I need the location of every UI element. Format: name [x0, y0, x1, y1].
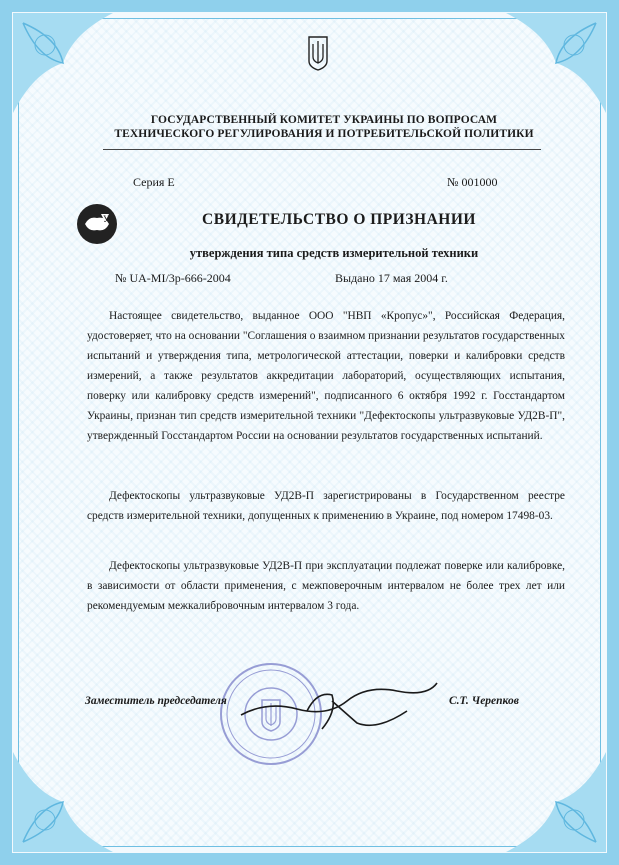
- body-paragraph-1: Настоящее свидетельство, выданное ООО "НВП «Кропус»", Российская Федерация, удостоверяет, что на основании "Соглашения о взаимном признании результатов государственных испытаний и утверждения типа, метрологической аттестации, поверки и калибровки средств измерений, а также результатов аккредитации лабораторий, осуществляющих испытания, поверку или калибровку средств измерений", подписанного 6 октября 1992 г. Госстандартом Украины, признан тип средств измерительной техники "Дефектоскопы ультразвуковые УД2В-П", утвержденный Госстандартом России на основании результатов государственных испытаний.: [87, 310, 565, 442]
- trident-emblem-icon: [307, 35, 329, 71]
- handwritten-signature: [237, 671, 445, 741]
- certificate-inner-frame: [18, 18, 601, 847]
- signatory-name: С.Т. Черепков: [449, 695, 519, 707]
- body-paragraph-3: Дефектоскопы ультразвуковые УД2В-П при эксплуатации подлежат поверке или калибровке, в зависимости от области применения, с межповерочным интервалом не более трех лет или рекомендуемым межкалибровочным интервалом 3 года.: [87, 560, 565, 612]
- body-paragraph-2: Дефектоскопы ультразвуковые УД2В-П зарегистрированы в Государственном реестре средств измерительной техники, допущенных к применению в Украине, под номером 17498-03.: [87, 490, 565, 522]
- certificate-title: СВИДЕТЕЛЬСТВО О ПРИЗНАНИИ: [202, 211, 476, 228]
- issue-date: Выдано 17 мая 2004 г.: [335, 271, 448, 285]
- header-divider: [103, 149, 541, 150]
- certificate-subtitle: утверждения типа средств измерительной техники: [189, 246, 479, 260]
- registration-number: № UA-MI/3р-666-2004: [115, 271, 231, 285]
- certificate-number: № 001000: [447, 175, 498, 189]
- committee-header: [89, 113, 559, 141]
- series-label: Серия Е: [133, 175, 175, 189]
- corner-ornament-top-left: [13, 13, 113, 113]
- committee-line-1: ГОСУДАРСТВЕННЫЙ КОМИТЕТ УКРАИНЫ ПО ВОПРОСАМ: [150, 114, 498, 126]
- corner-ornament-bottom-left: [13, 752, 113, 852]
- svg-text:У: У: [103, 214, 110, 224]
- metrology-mark-icon: [75, 202, 119, 246]
- committee-line-2: ТЕХНИЧЕСКОГО РЕГУЛИРОВАНИЯ И ПОТРЕБИТЕЛЬСКОЙ ПОЛИТИКИ: [114, 128, 534, 140]
- signatory-position: Заместитель председателя: [85, 695, 227, 707]
- corner-ornament-top-right: [506, 13, 606, 113]
- corner-ornament-bottom-right: [506, 752, 606, 852]
